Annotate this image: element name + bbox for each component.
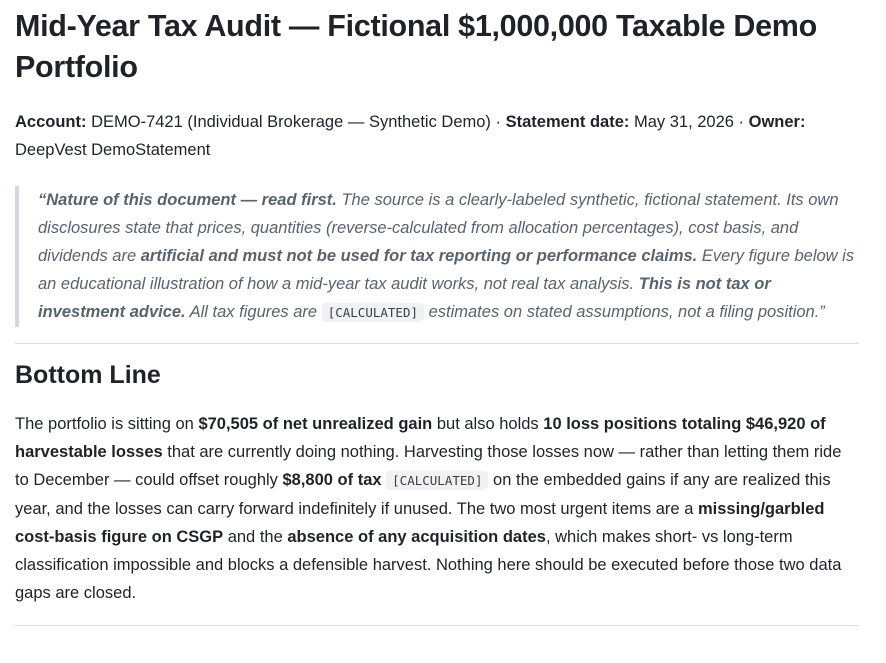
document	[15, 6, 859, 626]
owner-value: DeepVest DemoStatement	[15, 141, 211, 159]
account-label: Account:	[15, 113, 87, 131]
notice-text: The source is a clearly-labeled synthetic, fictional statement. Its own disclosures state that prices, quantities (reverse-calculated from allocation percentages), cost basis, and dividends are	[38, 191, 839, 265]
acquisition-dates-issue: absence of any acquisition dates	[287, 528, 546, 546]
notice-text: All tax figures are	[185, 303, 322, 321]
statement-date-label: Statement date:	[505, 113, 630, 131]
tax-offset: $8,800 of tax	[282, 471, 382, 489]
notice-text: Every figure below is an educational illustration of how a mid-year tax audit works, not real tax analysis.	[38, 247, 855, 293]
paragraph-text: but also holds	[432, 415, 544, 433]
document-notice	[15, 186, 859, 327]
account-metadata	[15, 108, 859, 164]
notice-disclaimer: This is not tax or investment advice.	[38, 275, 771, 321]
section-heading-bottom-line: Bottom Line	[15, 361, 161, 389]
divider	[15, 625, 859, 626]
bottom-line-paragraph	[15, 410, 859, 607]
paragraph-text: that are currently doing nothing. Harvesting those losses now — rather than letting them ride to December — could offset roughly	[15, 443, 842, 489]
notice-warning: artificial and must not be used for tax reporting or performance claims.	[140, 247, 698, 265]
divider	[15, 343, 859, 344]
paragraph-text: on the embedded gains if any are realized this year, and the losses can carry forward indefinitely if unused. The two most urgent items are a	[15, 471, 831, 518]
net-unrealized-gain: $70,505 of net unrealized gain	[198, 415, 433, 433]
account-value: DEMO-7421 (Individual Brokerage — Synthetic Demo) ·	[86, 113, 506, 131]
paragraph-text: and the	[223, 528, 288, 546]
paragraph-text: The portfolio is sitting on	[15, 415, 199, 433]
cost-basis-issue: missing/garbled cost-basis figure on CSGP	[15, 500, 825, 546]
notice-text: estimates on stated assumptions, not a filing position.”	[424, 303, 825, 321]
owner-label: Owner:	[748, 113, 806, 131]
statement-date-value: May 31, 2026 ·	[629, 113, 749, 131]
harvestable-losses: 10 loss positions totaling $46,920 of harvestable losses	[15, 415, 826, 461]
calculated-tag: [CALCULATED]	[386, 471, 488, 490]
paragraph-text: , which makes short- vs long-term classification impossible and blocks a defensible harvest. Nothing here should be executed before those two data gaps are closed.	[15, 528, 842, 602]
page-title: Mid-Year Tax Audit — Fictional $1,000,000 Taxable Demo Portfolio	[15, 9, 817, 84]
calculated-tag: [CALCULATED]	[322, 303, 424, 322]
notice-heading: “Nature of this document — read first.	[38, 191, 337, 209]
